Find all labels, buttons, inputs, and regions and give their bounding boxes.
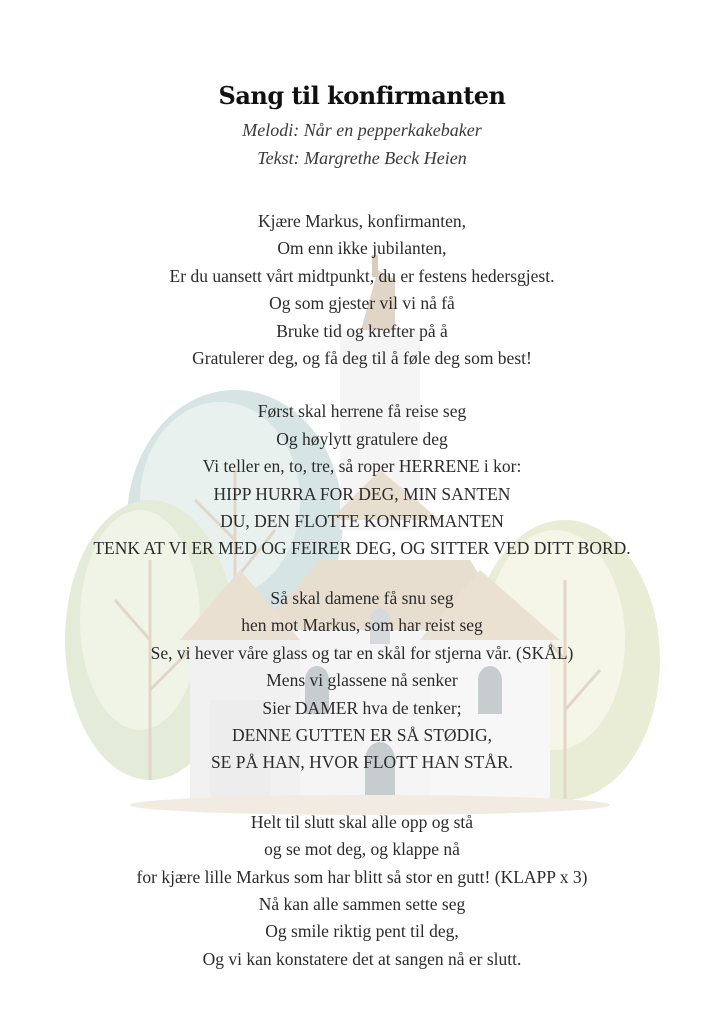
- verse-line: hen mot Markus, som har reist seg: [241, 615, 483, 636]
- verse-line: og se mot deg, og klappe nå: [264, 839, 460, 860]
- verse-line: Og som gjester vil vi nå få: [269, 293, 455, 314]
- verse-line: SE PÅ HAN, HVOR FLOTT HAN STÅR.: [210, 752, 514, 773]
- verse-line: Kjære Markus, konfirmanten,: [257, 211, 466, 231]
- verse-line: DU, DEN FLOTTE KONFIRMANTEN: [220, 511, 504, 532]
- verse-line: HIPP HURRA FOR DEG, MIN SANTEN: [213, 483, 511, 504]
- stanza-1: [0, 208, 724, 372]
- verse-line: Og høylytt gratulere deg: [276, 428, 448, 449]
- verse-line: Er du uansett vårt midtpunkt, du er festens hedersgjest.: [169, 265, 555, 286]
- verse-line: DENNE GUTTEN ER SÅ STØDIG,: [231, 724, 493, 745]
- verse-line: Om enn ikke jubilanten,: [277, 238, 447, 259]
- page-title: Sang til konfirmanten: [218, 81, 506, 110]
- verse-line: for kjære lille Markus som har blitt så stor en gutt! (KLAPP x 3): [136, 866, 588, 887]
- author-line: Tekst: Margrethe Beck Heien: [257, 148, 467, 168]
- stanza-2: [0, 398, 724, 562]
- song-content: [0, 76, 724, 973]
- verse-line: Se, vi hever våre glass og tar en skål for stjerna vår. (SKÅL): [150, 642, 574, 663]
- stanza-4: [0, 809, 724, 973]
- stanza-3: [0, 585, 724, 777]
- verse-line: Og vi kan konstatere det at sangen nå er slutt.: [202, 948, 522, 969]
- verse-line: Og smile riktig pent til deg,: [265, 921, 459, 942]
- verse-line: Gratulerer deg, og få deg til å føle deg som best!: [192, 348, 532, 369]
- verse-line: Helt til slutt skal alle opp og stå: [250, 811, 474, 832]
- verse-line: Så skal damene få snu seg: [270, 587, 454, 608]
- verse-line: Sier DAMER hva de tenker;: [262, 697, 462, 718]
- verse-line: Vi teller en, to, tre, så roper HERRENE i kor:: [202, 456, 522, 477]
- verse-line: TENK AT VI ER MED OG FEIRER DEG, OG SITTER VED DITT BORD.: [93, 538, 631, 559]
- verse-line: Bruke tid og krefter på å: [276, 320, 448, 341]
- verse-line: Først skal herrene få reise seg: [257, 401, 467, 422]
- verse-line: Mens vi glassene nå senker: [266, 670, 458, 691]
- melody-line: Melodi: Når en pepperkakebaker: [242, 120, 482, 140]
- verse-line: Nå kan alle sammen sette seg: [258, 893, 466, 914]
